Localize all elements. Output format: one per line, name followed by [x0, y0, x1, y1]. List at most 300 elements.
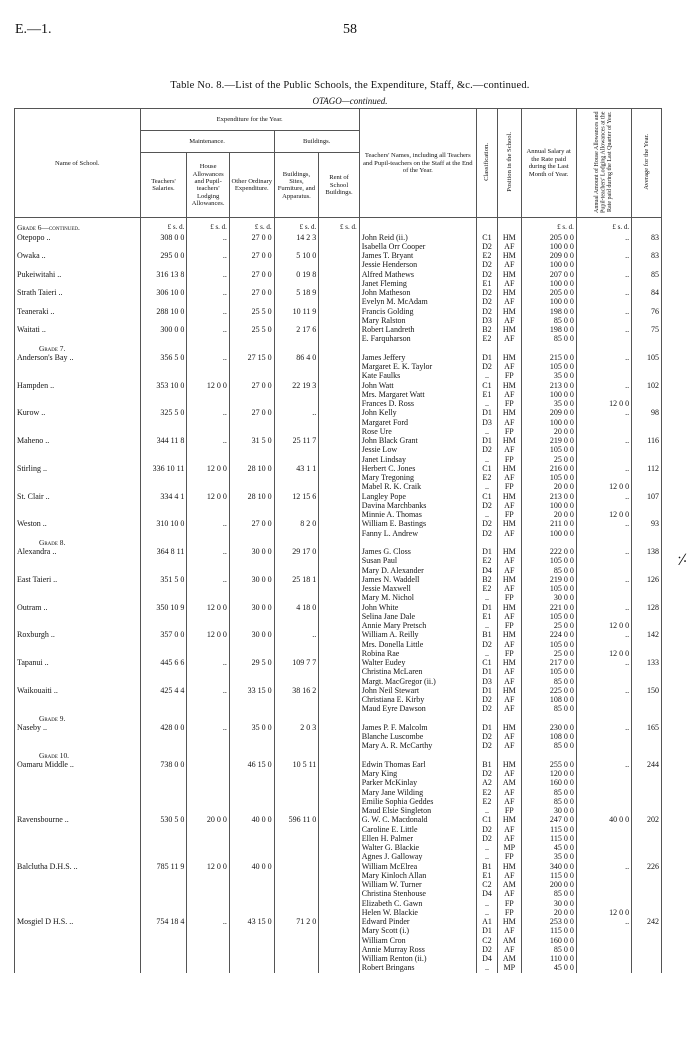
position: [498, 686, 521, 714]
classification-line: ..: [484, 371, 489, 381]
rent-cell: [319, 381, 359, 409]
classification: [476, 464, 497, 492]
classification: [476, 751, 497, 816]
school-name-cell: [15, 519, 141, 538]
school-name: Roxburgh ..: [17, 630, 55, 640]
teachers-names-line: John Watt: [361, 380, 394, 390]
position-line: HM: [502, 722, 516, 732]
buildings-cell: ..: [274, 630, 319, 658]
teachers-names: [359, 307, 476, 326]
teachers-names-line: Walter G. Blackie: [361, 843, 420, 853]
annual-salary-line: 205 0 0: [549, 288, 574, 298]
teachers-names-line: Maud Eyre Dawson: [361, 704, 426, 714]
annual-salary-line: 105 0 0: [549, 639, 574, 649]
buildings-cell: 0 19 8: [274, 270, 319, 289]
annual-salary-line: 100 0 0: [549, 389, 574, 399]
annual-allowances-line: [579, 279, 629, 288]
position-line: FP: [504, 621, 514, 631]
teachers-names-line: Christina McLaren: [361, 667, 423, 677]
classification-line: ..: [484, 454, 489, 464]
other-expenditure-cell: 27 0 0: [229, 408, 274, 436]
teachers-names-line: James T. Bryant: [361, 251, 414, 261]
teachers-names-line: William McElrea: [361, 861, 418, 871]
position: [498, 538, 521, 575]
annual-allowances-line: ..: [625, 325, 630, 335]
col-house-allowances: House Allowances and Pupil-teachers' Lodging Allowances.: [187, 153, 230, 218]
annual-salary-line: 35 0 0: [553, 852, 574, 862]
other-expenditure-cell: 43 15 0: [229, 917, 274, 973]
annual-salary-line: 120 0 0: [549, 769, 574, 779]
annual-salary: [521, 815, 576, 861]
school-row: [15, 492, 662, 520]
teachers-names-line: E. Farquharson: [361, 334, 411, 344]
annual-allowances-line: 40 0 0: [609, 815, 630, 825]
annual-salary: [521, 251, 576, 270]
position-line: HM: [502, 491, 516, 501]
classification: [476, 325, 497, 344]
classification-line: D3: [482, 417, 492, 427]
classification-line: C1: [482, 463, 492, 473]
position-line: FP: [504, 898, 514, 908]
teachers-names-line: Rose Ure: [361, 426, 392, 436]
house-allowances-cell: ..: [187, 270, 230, 289]
house-allowances-cell: ..: [187, 233, 230, 252]
col-average: Average for the Year.: [632, 109, 662, 218]
classification-line: E2: [482, 556, 492, 566]
position-line: HM: [502, 380, 516, 390]
annual-salary: [521, 630, 576, 658]
position-line: AF: [504, 889, 515, 899]
position-line: AF: [504, 741, 515, 751]
position-line: FP: [504, 648, 514, 658]
classification-line: ..: [484, 426, 489, 436]
classification-line: D2: [482, 297, 492, 307]
col-buildings-sites: Buildings, Sites, Furniture, and Apparatus.: [274, 153, 319, 218]
rent-cell: [319, 575, 359, 603]
position-line: HM: [502, 815, 516, 825]
annual-allowances: [576, 686, 631, 714]
house-allowances-cell: ..: [187, 251, 230, 270]
school-row: [15, 344, 662, 381]
col-buildings-group: Buildings.: [274, 131, 359, 153]
annual-allowances-line: [579, 418, 629, 427]
annual-allowances-line: [579, 899, 629, 908]
classification-line: D2: [482, 288, 492, 298]
other-expenditure-cell: 25 5 0: [229, 307, 274, 326]
rent-cell: [319, 408, 359, 436]
position-line: AF: [504, 417, 515, 427]
house-allowances-cell: [187, 751, 230, 816]
position: [498, 251, 521, 270]
annual-salary: [521, 492, 576, 520]
grade-heading: Grade 9.: [39, 713, 66, 723]
house-allowances-cell: ..: [187, 538, 230, 575]
classification-line: D3: [482, 315, 492, 325]
school-row: [15, 917, 662, 973]
rent-cell: [319, 492, 359, 520]
teachers-names-line: Selina Jane Dale: [361, 611, 416, 621]
school-name-cell: [15, 603, 141, 631]
margin-mark: ⸓: [677, 552, 688, 569]
position-line: AF: [504, 334, 515, 344]
rent-cell: [319, 288, 359, 307]
other-expenditure-cell: 27 0 0: [229, 288, 274, 307]
annual-allowances-line: [579, 825, 629, 834]
classification: [476, 288, 497, 307]
classification-line: A2: [482, 778, 492, 788]
position-line: AM: [502, 880, 516, 890]
teachers-salaries-cell: 310 10 0: [140, 519, 187, 538]
annual-salary: [521, 233, 576, 252]
annual-salary-line: 213 0 0: [549, 491, 574, 501]
teachers-names: [359, 686, 476, 714]
teachers-names-line: Herbert C. Jones: [361, 463, 416, 473]
school-name-cell: [15, 917, 141, 973]
teachers-names-line: Christina Stenhouse: [361, 889, 426, 899]
teachers-names: [359, 251, 476, 270]
teachers-names: [359, 408, 476, 436]
school-row: [15, 307, 662, 326]
teachers-names: [359, 270, 476, 289]
school-row: [15, 233, 662, 252]
average-cell: 102: [632, 381, 662, 409]
position-line: AF: [504, 787, 515, 797]
classification-line: B1: [482, 630, 492, 640]
annual-salary: [521, 862, 576, 918]
annual-salary: [521, 519, 576, 538]
teachers-names: [359, 464, 476, 492]
classification-line: ..: [484, 843, 489, 853]
rent-cell: [319, 815, 359, 861]
rent-cell: [319, 658, 359, 686]
teachers-names-line: William Cron: [361, 935, 406, 945]
position-line: HM: [502, 288, 516, 298]
school-row: [15, 436, 662, 464]
other-expenditure-cell: 25 5 0: [229, 325, 274, 344]
teachers-names-line: Mary D. Alexander: [361, 565, 424, 575]
school-name-cell: [15, 492, 141, 520]
teachers-names-line: James G. Closs: [361, 547, 411, 557]
annual-salary: [521, 603, 576, 631]
other-expenditure-cell: 30 0 0: [229, 575, 274, 603]
classification-line: D1: [482, 408, 492, 418]
annual-allowances-line: [579, 334, 629, 343]
annual-allowances-line: [579, 871, 629, 880]
position: [498, 519, 521, 538]
unit-label: £ s. d.: [521, 218, 576, 233]
annual-salary-line: 25 0 0: [553, 621, 574, 631]
unit-label: £ s. d.: [140, 218, 187, 233]
annual-allowances-line: [579, 556, 629, 565]
teachers-names: [359, 325, 476, 344]
teachers-names-line: John Kelly: [361, 408, 397, 418]
annual-allowances-line: [579, 473, 629, 482]
annual-allowances-line: [579, 778, 629, 787]
annual-allowances-line: ..: [625, 547, 630, 557]
teachers-salaries-cell: 364 8 11: [140, 538, 187, 575]
annual-allowances-line: ..: [625, 685, 630, 695]
teachers-names-line: Parker McKinlay: [361, 778, 418, 788]
buildings-cell: 29 17 0: [274, 538, 319, 575]
annual-salary: [521, 408, 576, 436]
school-row: [15, 630, 662, 658]
average-cell: 133: [632, 658, 662, 686]
school-name-cell: [15, 270, 141, 289]
rent-cell: [319, 270, 359, 289]
annual-allowances-line: [579, 297, 629, 306]
teachers-names-line: Blanche Luscombe: [361, 732, 424, 742]
house-allowances-cell: ..: [187, 714, 230, 751]
other-expenditure-cell: 27 0 0: [229, 381, 274, 409]
classification: [476, 658, 497, 686]
classification-line: D4: [482, 889, 492, 899]
school-row: [15, 714, 662, 751]
teachers-names: [359, 233, 476, 252]
position-line: AM: [502, 778, 516, 788]
position-line: AF: [504, 695, 515, 705]
classification-line: D4: [482, 954, 492, 964]
house-allowances-cell: 12 0 0: [187, 603, 230, 631]
annual-allowances-line: [579, 501, 629, 510]
school-name-cell: [15, 751, 141, 816]
classification-line: D2: [482, 500, 492, 510]
annual-salary: [521, 344, 576, 381]
teachers-salaries-cell: 288 10 0: [140, 307, 187, 326]
average-cell: 76: [632, 307, 662, 326]
schools-table: [14, 108, 662, 973]
position-line: AF: [504, 796, 515, 806]
teachers-names-line: Janet Fleming: [361, 278, 407, 288]
teachers-salaries-cell: 353 10 0: [140, 381, 187, 409]
classification-line: D2: [482, 269, 492, 279]
classification-line: ..: [484, 852, 489, 862]
teachers-names-line: Mary Scott (i.): [361, 926, 410, 936]
annual-allowances: [576, 575, 631, 603]
classification-line: E1: [482, 389, 492, 399]
annual-allowances-line: [579, 806, 629, 815]
teachers-salaries-cell: 300 0 0: [140, 325, 187, 344]
position-line: FP: [504, 454, 514, 464]
annual-allowances-line: [579, 242, 629, 251]
position: [498, 344, 521, 381]
annual-salary-line: 225 0 0: [549, 685, 574, 695]
teachers-names: [359, 436, 476, 464]
position: [498, 233, 521, 252]
annual-allowances-line: ..: [625, 380, 630, 390]
annual-allowances-line: [579, 788, 629, 797]
school-name-cell: [15, 862, 141, 918]
annual-allowances-line: [579, 926, 629, 935]
annual-salary-line: 115 0 0: [550, 926, 574, 936]
position-line: AF: [504, 528, 515, 538]
average-cell: 83: [632, 251, 662, 270]
buildings-cell: 86 4 0: [274, 344, 319, 381]
teachers-names-line: Mrs. Donella Little: [361, 639, 424, 649]
other-expenditure-cell: 40 0 0: [229, 862, 274, 918]
annual-salary-line: 160 0 0: [549, 935, 574, 945]
annual-salary-line: 85 0 0: [553, 944, 574, 954]
classification: [476, 436, 497, 464]
teachers-names-line: Robina Rae: [361, 648, 400, 658]
position: [498, 658, 521, 686]
house-allowances-cell: ..: [187, 917, 230, 973]
rent-cell: [319, 603, 359, 631]
school-name-cell: [15, 464, 141, 492]
house-allowances-cell: 12 0 0: [187, 492, 230, 520]
annual-allowances: [576, 603, 631, 631]
teachers-names: [359, 492, 476, 520]
annual-allowances: [576, 344, 631, 381]
classification-line: ..: [484, 482, 489, 492]
other-expenditure-cell: 27 15 0: [229, 344, 274, 381]
other-expenditure-cell: 31 5 0: [229, 436, 274, 464]
teachers-names-line: James Jeffery: [361, 352, 406, 362]
rent-cell: [319, 436, 359, 464]
rent-cell: [319, 917, 359, 973]
teachers-salaries-cell: 785 11 9: [140, 862, 187, 918]
annual-salary: [521, 686, 576, 714]
annual-salary-line: 219 0 0: [549, 436, 574, 446]
school-name: Maheno ..: [17, 436, 50, 446]
annual-salary-line: 230 0 0: [549, 722, 574, 732]
teachers-names-line: Annie Mary Pretsch: [361, 621, 427, 631]
col-teachers-salaries: Teachers' Salaries.: [140, 153, 187, 218]
teachers-names: [359, 862, 476, 918]
position-line: AF: [504, 260, 515, 270]
house-allowances-cell: ..: [187, 658, 230, 686]
teachers-names-line: Susan Paul: [361, 556, 398, 566]
annual-allowances-line: ..: [625, 519, 630, 529]
other-expenditure-cell: 30 0 0: [229, 603, 274, 631]
teachers-names-line: John White: [361, 602, 399, 612]
teachers-names-line: Mary Tregoning: [361, 473, 414, 483]
classification-line: D2: [482, 241, 492, 251]
school-row: [15, 603, 662, 631]
annual-allowances-line: 12 0 0: [609, 907, 630, 917]
position: [498, 408, 521, 436]
annual-salary-line: 100 0 0: [549, 297, 574, 307]
col-other-expenditure: Other Ordinary Expenditure.: [229, 153, 274, 218]
teachers-names: [359, 344, 476, 381]
document-code: E.—1.: [15, 22, 52, 37]
annual-salary-line: 20 0 0: [553, 510, 574, 520]
position: [498, 288, 521, 307]
classification: [476, 686, 497, 714]
buildings-cell: 25 18 1: [274, 575, 319, 603]
unit-row: [15, 218, 662, 233]
school-name: Strath Taieri ..: [17, 288, 63, 298]
annual-allowances-line: [579, 963, 629, 972]
annual-salary-line: 108 0 0: [549, 695, 574, 705]
annual-allowances-line: [579, 769, 629, 778]
annual-salary-line: 35 0 0: [553, 399, 574, 409]
teachers-names-line: John Reid (ii.): [361, 232, 408, 242]
rent-cell: [319, 751, 359, 816]
school-name: Mosgiel D H.S. ..: [17, 917, 74, 927]
school-name: Tapanui ..: [17, 658, 49, 668]
classification: [476, 538, 497, 575]
annual-salary-line: 85 0 0: [553, 741, 574, 751]
unit-label: £ s. d.: [319, 218, 359, 233]
col-maintenance: Maintenance.: [140, 131, 274, 153]
col-rent: Rent of School Buildings.: [319, 153, 359, 218]
position-line: AF: [504, 667, 515, 677]
teachers-names-line: Edwin Thomas Earl: [361, 759, 426, 769]
position-line: MP: [503, 963, 516, 973]
annual-salary-line: 224 0 0: [549, 630, 574, 640]
school-name: Naseby ..: [17, 722, 47, 732]
position: [498, 630, 521, 658]
classification-line: D2: [482, 741, 492, 751]
teachers-names-line: Margaret Ford: [361, 417, 409, 427]
teachers-names-line: Evelyn M. McAdam: [361, 297, 428, 307]
teachers-names-line: Minnie A. Thomas: [361, 510, 422, 520]
annual-allowances: [576, 325, 631, 344]
annual-salary-line: 105 0 0: [549, 556, 574, 566]
school-row: [15, 288, 662, 307]
school-name: Outram ..: [17, 602, 48, 612]
school-name-cell: [15, 658, 141, 686]
classification: [476, 575, 497, 603]
classification-line: D1: [482, 547, 492, 557]
school-row: [15, 538, 662, 575]
teachers-names: [359, 603, 476, 631]
annual-salary-line: 108 0 0: [549, 732, 574, 742]
position-line: FP: [504, 806, 514, 816]
teachers-salaries-cell: 425 4 4: [140, 686, 187, 714]
table-title: Table No. 8.—List of the Public Schools, the Expenditure, Staff, &c.—continued.: [170, 80, 530, 91]
teachers-salaries-cell: 530 5 0: [140, 815, 187, 861]
teachers-names-line: John Neil Stewart: [361, 685, 420, 695]
annual-salary-line: 85 0 0: [553, 796, 574, 806]
classification-line: E1: [482, 611, 492, 621]
classification-line: D1: [482, 722, 492, 732]
teachers-names-line: Mary A. R. McCarthy: [361, 741, 433, 751]
position: [498, 381, 521, 409]
position-line: HM: [502, 574, 516, 584]
annual-allowances-line: ..: [625, 759, 630, 769]
house-allowances-cell: ..: [187, 436, 230, 464]
classification: [476, 307, 497, 326]
position-line: FP: [504, 426, 514, 436]
annual-salary-line: 30 0 0: [553, 593, 574, 603]
annual-allowances-line: ..: [625, 288, 630, 298]
position: [498, 575, 521, 603]
position-line: AF: [504, 824, 515, 834]
annual-salary-line: 20 0 0: [553, 426, 574, 436]
teachers-names-line: Fanny L. Andrew: [361, 528, 418, 538]
position-line: FP: [504, 510, 514, 520]
annual-allowances-line: ..: [625, 658, 630, 668]
house-allowances-cell: 20 0 0: [187, 815, 230, 861]
school-name: Oamaru Middle ..: [17, 759, 74, 769]
house-allowances-cell: ..: [187, 408, 230, 436]
teachers-names-line: Mary King: [361, 769, 398, 779]
annual-salary: [521, 288, 576, 307]
annual-allowances-line: 12 0 0: [609, 399, 630, 409]
house-allowances-cell: ..: [187, 686, 230, 714]
position-line: AF: [504, 565, 515, 575]
annual-salary-line: 253 0 0: [549, 917, 574, 927]
rent-cell: [319, 862, 359, 918]
annual-allowances-line: [579, 390, 629, 399]
annual-allowances-line: ..: [625, 491, 630, 501]
classification-line: C2: [482, 935, 492, 945]
buildings-cell: 8 2 0: [274, 519, 319, 538]
house-allowances-cell: ..: [187, 575, 230, 603]
other-expenditure-cell: 35 0 0: [229, 714, 274, 751]
position-line: AF: [504, 445, 515, 455]
